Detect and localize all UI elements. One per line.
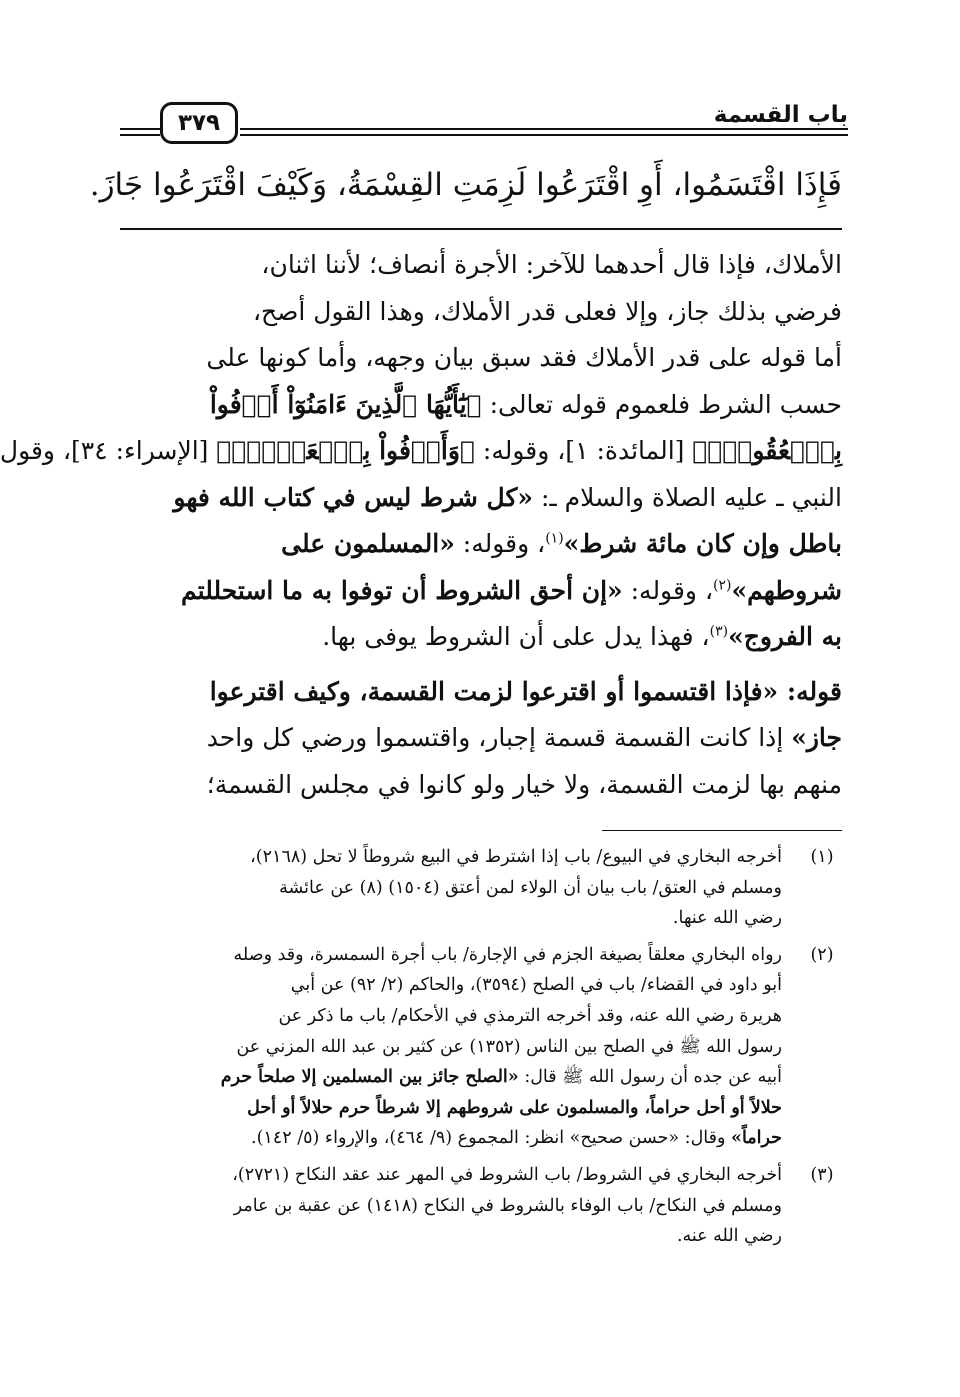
footnote-line bbox=[120, 1062, 782, 1093]
footnote-line: ومسلم في النكاح/ باب الوفاء بالشروط في النكاح (١٤١٨) عن عقبة بن عامر bbox=[233, 1195, 782, 1216]
matn-quote: «فإذا اقتسموا أو اقترعوا لزمت القسمة، وكيف اقترعوا bbox=[209, 676, 779, 706]
paragraph-2 bbox=[120, 669, 842, 809]
text-line bbox=[120, 762, 842, 809]
verse-reference: [الإسراء: ٣٤]، وقول bbox=[0, 436, 217, 465]
hadith-quote: «المسلمون على bbox=[281, 529, 455, 558]
text-run: وقال: «حسن صحيح» انظر: المجموع (٩/ ٤٦٤)، والإرواء (٥/ ١٤٢). bbox=[251, 1128, 732, 1149]
text-line bbox=[120, 475, 842, 522]
footnote-ref[interactable]: (١) bbox=[545, 530, 564, 547]
footnote-line: أخرجه البخاري في البيوع/ باب إذا اشترط في البيع شروطاً لا تحل (٢١٦٨)، bbox=[250, 847, 782, 867]
footnote-line: رضي الله عنها. bbox=[672, 908, 782, 929]
footnote-ref[interactable]: (٢) bbox=[713, 577, 732, 594]
text-line bbox=[120, 614, 842, 661]
text-run: أبيه عن جده أن رسول الله ﷺ قال: bbox=[518, 1067, 782, 1088]
quran-verse: ﴿يَٰٓأَيُّهَا ٱلَّذِينَ ءَامَنُوٓاْ أَوۡفُواْ bbox=[209, 389, 482, 419]
hadith-quote: شروطهم» bbox=[731, 575, 842, 605]
text-line bbox=[0, 428, 842, 475]
text-run: فرضي بذلك جاز، وإلا فعلى قدر الأملاك، وهذا القول أصح، bbox=[252, 296, 842, 326]
footnote bbox=[120, 842, 842, 934]
hadith-quote: حراماً» bbox=[731, 1128, 782, 1149]
text-run: ، فهذا يدل على أن الشروط يوفى بها. bbox=[322, 622, 710, 651]
footnote-line bbox=[120, 1123, 782, 1154]
qawluhu-label: قوله: bbox=[778, 676, 842, 706]
text-run: إذا كانت القسمة قسمة إجبار، واقتسموا ورضي كل واحد bbox=[206, 723, 792, 752]
matn-quote: جاز» bbox=[791, 723, 842, 752]
matn-text: فَإِذَا اقْتَسَمُوا، أَوِ اقْتَرَعُوا لَزِمَتِ القِسْمَةُ، وَكَيْفَ اقْتَرَعُوا جَازَ. bbox=[89, 167, 842, 203]
matn-separator bbox=[120, 228, 842, 230]
header-rule bbox=[240, 128, 848, 136]
footnote-line: أخرجه البخاري في الشروط/ باب الشروط في المهر عند عقد النكاح (٢٧٢١)، bbox=[232, 1164, 782, 1185]
footnote-line: ومسلم في العتق/ باب بيان أن الولاء لمن أعتق (١٥٠٤) (٨) عن عائشة bbox=[279, 877, 782, 898]
footnote-number: (٢) bbox=[810, 944, 834, 965]
text-line bbox=[120, 382, 842, 429]
text-line bbox=[120, 289, 842, 336]
footnote bbox=[120, 1160, 842, 1252]
hadith-quote: «كل شرط ليس في كتاب الله فهو bbox=[173, 482, 534, 512]
text-run: منهم بها لزمت القسمة، ولا خيار ولو كانوا في مجلس القسمة؛ bbox=[206, 769, 842, 799]
footnote bbox=[120, 940, 842, 1154]
running-head: باب القسمة bbox=[713, 102, 848, 128]
paragraph-1 bbox=[0, 242, 842, 661]
quran-verse: ﴿وَأَوۡفُواْ بِٱلۡعَهۡدِۖ﴾ bbox=[216, 436, 475, 465]
text-run: أما قوله على قدر الأملاك فقد سبق بيان وجهه، وأما كونها على bbox=[206, 343, 842, 372]
footnote-number: (٣) bbox=[810, 1164, 834, 1185]
text-line bbox=[120, 568, 842, 615]
text-run: حسب الشرط فلعموم قوله تعالى: bbox=[481, 389, 842, 419]
text-line bbox=[120, 521, 842, 568]
header-rule-left bbox=[120, 128, 160, 136]
text-run: الأملاك، فإذا قال أحدهما للآخر: الأجرة أنصاف؛ لأننا اثنان، bbox=[261, 250, 842, 279]
footnote-number: (١) bbox=[810, 847, 834, 867]
footnotes bbox=[120, 842, 842, 1258]
footnote-line: أبو داود في القضاء/ باب في الصلح (٣٥٩٤)، والحاكم (٢/ ٩٢) عن أبي bbox=[290, 975, 782, 996]
footnote-line: رسول الله ﷺ في الصلح بين الناس (١٣٥٢) عن كثير بن عبد الله المزني عن bbox=[236, 1036, 782, 1057]
hadith-quote: «إن أحق الشروط أن توفوا به ما استحللتم bbox=[181, 575, 623, 605]
page-number: ٣٧٩ bbox=[160, 102, 238, 144]
text-line bbox=[120, 715, 842, 762]
text-line bbox=[120, 669, 842, 716]
verse-reference: [المائدة: ١]، وقوله: bbox=[474, 436, 693, 465]
footnote-line: رضي الله عنه. bbox=[676, 1226, 782, 1247]
hadith-quote: به الفروج» bbox=[728, 622, 842, 651]
text-line bbox=[120, 335, 842, 382]
footnote-line: هريرة رضي الله عنه، وقد أخرجه الترمذي في الأحكام/ باب ما ذكر عن bbox=[278, 1005, 782, 1026]
footnote-line: حلالاً أو أحل حراماً، والمسلمون على شروطهم إلا شرطاً حرم حلالاً أو أحل bbox=[247, 1097, 782, 1118]
text-run: ، وقوله: bbox=[622, 575, 714, 605]
footnote-line: رواه البخاري معلقاً بصيغة الجزم في الإجارة/ باب أجرة السمسرة، وقد وصله bbox=[233, 944, 782, 965]
footnote-ref[interactable]: (٣) bbox=[709, 623, 729, 640]
footnote-separator bbox=[602, 830, 842, 831]
page-header bbox=[120, 92, 848, 152]
commentary-body bbox=[0, 242, 842, 808]
text-run: ، وقوله: bbox=[454, 529, 546, 558]
quran-verse: بِٱلۡعُقُودِۚ﴾ bbox=[692, 436, 842, 465]
text-run: النبي ـ عليه الصلاة والسلام ـ: bbox=[533, 482, 842, 512]
hadith-quote: «الصلح جائز بين المسلمين إلا صلحاً حرم bbox=[220, 1067, 519, 1088]
hadith-quote: باطل وإن كان مائة شرط» bbox=[563, 529, 842, 558]
text-line bbox=[120, 242, 842, 289]
